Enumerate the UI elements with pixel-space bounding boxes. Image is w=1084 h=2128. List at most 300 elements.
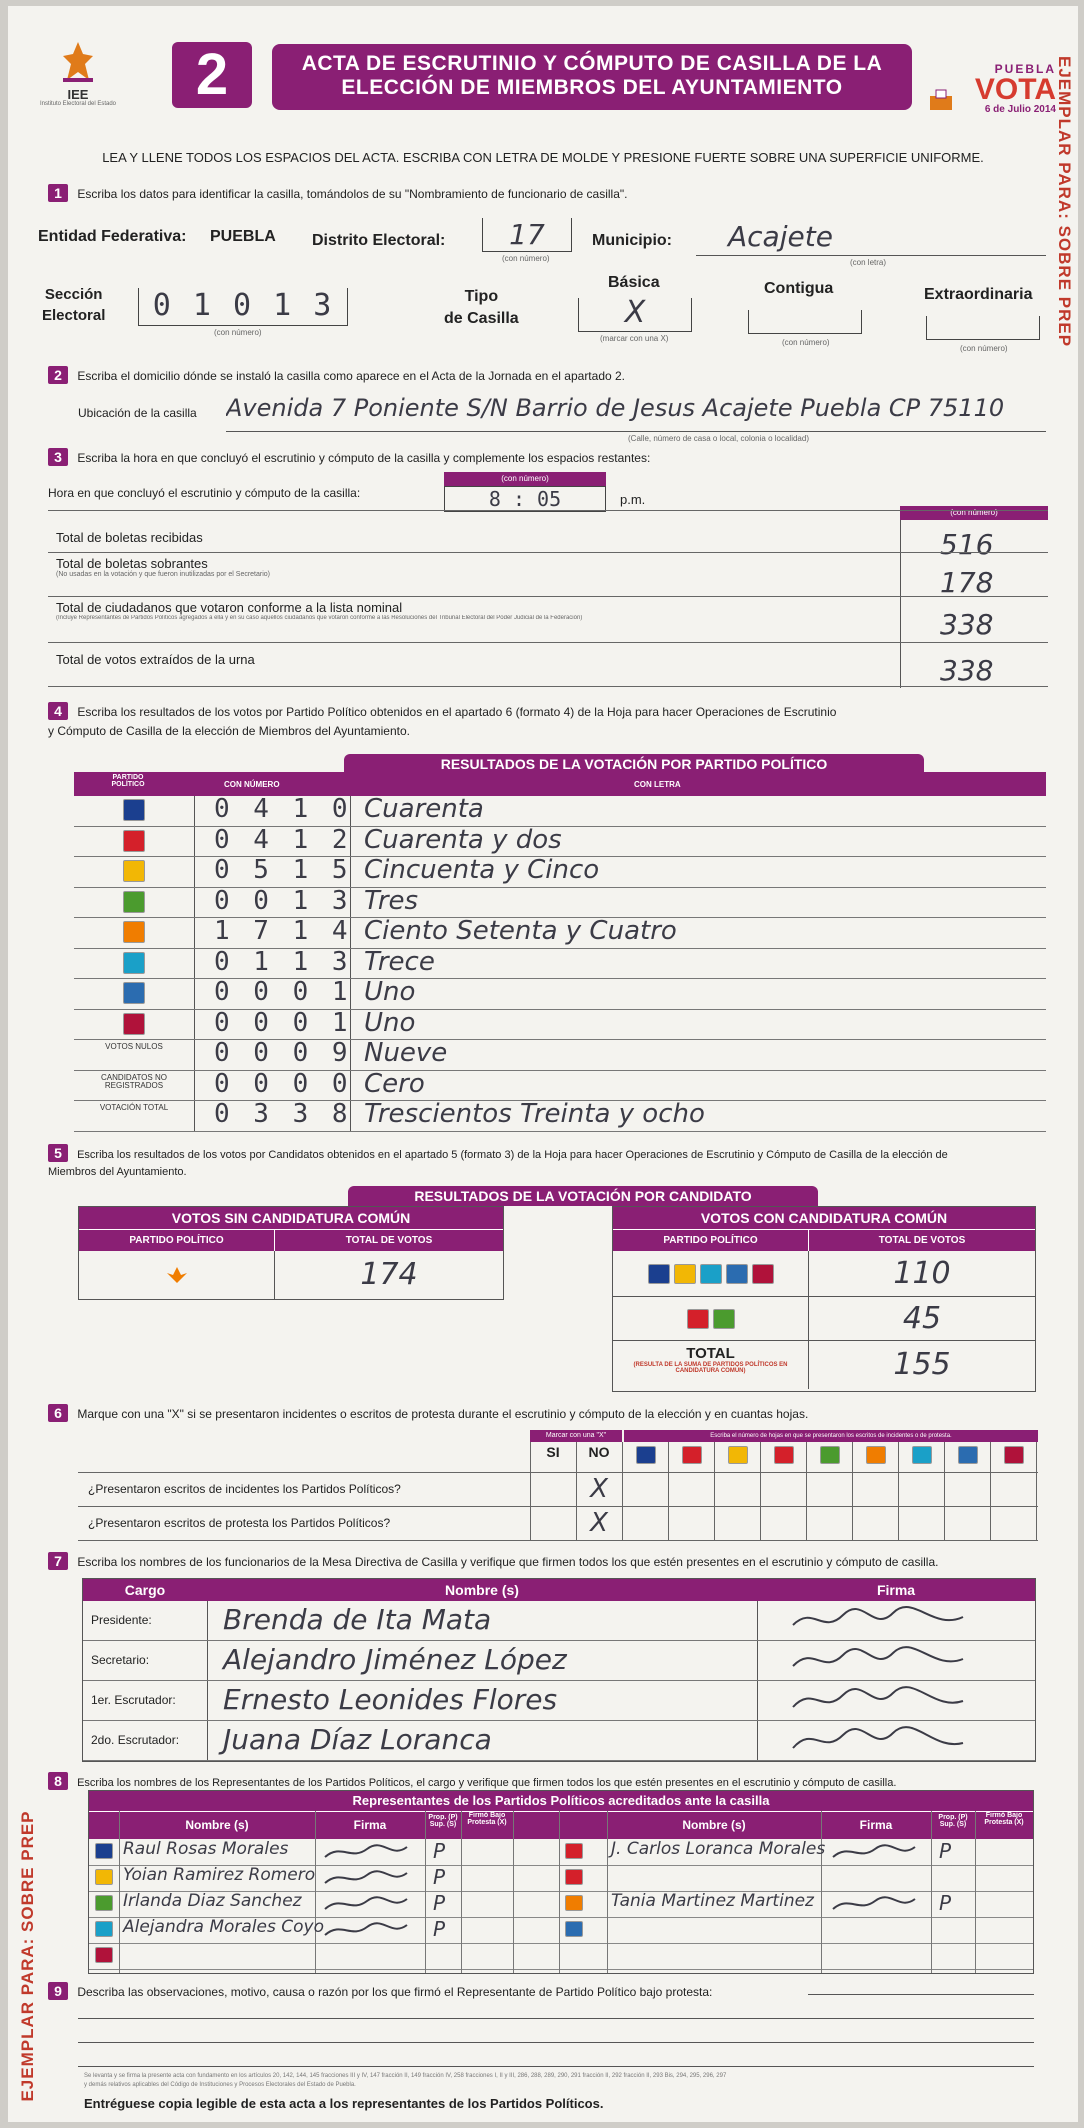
votes-number[interactable]: 0 4 1 2 (214, 824, 352, 855)
ubicacion-field[interactable] (226, 394, 1046, 432)
con-candidatura-row (613, 1251, 1035, 1297)
rep-signature[interactable] (829, 1893, 919, 1920)
na-party-icon (700, 1264, 722, 1284)
pan-party-icon (123, 799, 145, 821)
rep-col-line (975, 1811, 976, 1973)
rep-party-cell (565, 1921, 583, 1942)
pri-party-icon (682, 1446, 702, 1464)
rep-col-line (119, 1811, 120, 1973)
psi-party-icon (95, 1947, 113, 1963)
votes-letter[interactable]: Cero (364, 1068, 425, 1099)
incident-party-col (728, 1446, 748, 1469)
candidate-results-title: RESULTADOS DE LA VOTACIÓN POR CANDIDATO (348, 1186, 818, 1206)
votes-number[interactable]: 0 0 0 0 (214, 1068, 352, 1099)
col-firma: Firma (876, 1582, 916, 1598)
incident-col-line (990, 1442, 991, 1540)
cp-party-icon (958, 1446, 978, 1464)
party-label: VOTACIÓN TOTAL (99, 1103, 169, 1112)
extraordinaria-hint: (con número) (960, 344, 1008, 353)
total-boletas-recibidas-value: 516 (940, 528, 994, 561)
iee-logo (38, 40, 118, 110)
section-8-number: 8 (48, 1772, 68, 1790)
sin-total-value: 174 (360, 1257, 418, 1292)
representatives-header (89, 1811, 1033, 1839)
sin-col-party: PARTIDO POLÍTICO (79, 1230, 275, 1251)
party-row (74, 918, 1046, 949)
na-party-icon (95, 1921, 113, 1937)
pri-party-icon (687, 1309, 709, 1329)
rep-prop[interactable]: P (433, 1917, 446, 1941)
incidents-hojas-header: Escriba el número de hojas en que se presentaron los escritos de incidentes o de protesta. (624, 1430, 1038, 1442)
incidents-no-mark[interactable]: X (590, 1474, 608, 1504)
distrito-hint: (con número) (502, 254, 550, 263)
rep-party-cell (95, 1947, 113, 1968)
con-col-party: PARTIDO POLÍTICO (613, 1230, 809, 1251)
party-row (74, 857, 1046, 888)
iee-emblem-icon (53, 40, 103, 84)
seccion-field[interactable] (138, 288, 348, 326)
section-4-heading (48, 702, 1048, 741)
party-row (74, 1101, 1046, 1132)
ubicacion-hint: (Calle, número de casa o local, colonia o localidad) (628, 434, 809, 443)
protest-question: ¿Presentaron escritos de protesta los Partidos Políticos? (88, 1516, 391, 1530)
rep-col-nombre-right: Nombre (s) (682, 1818, 746, 1832)
totals-rule (48, 686, 1048, 687)
rep-col-prop-left: Prop. (P) Sup. (S) (428, 1814, 458, 1828)
party-cell (94, 1104, 174, 1112)
rep-party-cell (565, 1895, 583, 1916)
tipo-casilla-label: Tipo de Casilla (444, 288, 519, 327)
rep-col-line (607, 1811, 608, 1973)
section-1-heading (48, 184, 627, 202)
section-6-text: Marque con una "X" si se presentaron incidentes o escritos de protesta durante el escrutinio y cómputo de la elección y en cuantas hojas. (77, 1407, 809, 1421)
votes-number[interactable]: 1 7 1 4 (214, 916, 352, 946)
pm-label: p.m. (620, 492, 646, 507)
totals-rule (48, 552, 1048, 553)
con-candidatura-header (613, 1229, 1035, 1251)
party-row (74, 979, 1046, 1010)
rep-prop[interactable]: P (939, 1891, 952, 1915)
con-total-value: 45 (902, 1301, 942, 1336)
rep-col-line (461, 1811, 462, 1973)
pt-party-icon (774, 1446, 794, 1464)
official-cargo: Presidente: (91, 1613, 152, 1627)
incident-col-line (714, 1442, 715, 1540)
rep-col-protesta-right: Firmó Bajo Protesta (X) (984, 1812, 1024, 1826)
hora-header: (con número) (444, 472, 606, 486)
verde-party-icon (95, 1895, 113, 1911)
totals-row (56, 600, 896, 621)
form-number-badge: 2 (172, 42, 252, 108)
votes-letter[interactable]: Ciento Setenta y Cuatro (364, 916, 677, 946)
incidents-question: ¿Presentaron escritos de incidentes los Partidos Políticos? (88, 1482, 401, 1496)
official-nombre[interactable]: Ernesto Leonides Flores (223, 1683, 558, 1716)
party-label: CANDIDATOS NO REGISTRADOS (101, 1072, 167, 1090)
extraordinaria-label: Extraordinaria (924, 286, 1033, 303)
representatives-title: Representantes de los Partidos Políticos acreditados ante la casilla (89, 1791, 1033, 1811)
psi-party-icon (1004, 1446, 1024, 1464)
rep-col-firma-left: Firma (353, 1818, 387, 1832)
distrito-label: Distrito Electoral: (312, 232, 446, 249)
totals-table (48, 506, 1048, 688)
col-no: NO (588, 1444, 610, 1460)
party-row (74, 885, 1046, 919)
rep-party-cell (565, 1843, 583, 1864)
votes-letter[interactable]: Tres (364, 885, 419, 916)
section-6-heading (48, 1404, 808, 1422)
municipio-hint: (con letra) (850, 258, 887, 267)
observations-line[interactable] (78, 2066, 1034, 2067)
mc-party-icon (866, 1446, 886, 1464)
incidents-rule (78, 1472, 1038, 1473)
rep-party-cell (95, 1843, 113, 1864)
verde-party-icon (713, 1309, 735, 1329)
ubicacion-value: Avenida 7 Poniente S/N Barrio de Jesus Acajete Puebla CP 75110 (226, 394, 1005, 422)
pan-party-icon (95, 1843, 113, 1859)
votes-letter[interactable]: Cincuenta y Cinco (364, 855, 600, 885)
totals-row-note: (Incluye Representantes de Partidos Políticos agregados a ella y en su caso aquellos ciudadanos que votaron conforme a las Resoluciones del Tribunal Electoral del Poder Judicial de la Federación) (56, 615, 583, 621)
section-6-number: 6 (48, 1404, 68, 1422)
votes-letter[interactable]: Cuarenta (364, 794, 484, 824)
votes-number[interactable]: 0 0 1 3 (214, 885, 352, 916)
totals-rule (48, 596, 1048, 597)
section-3-text: Escriba la hora en que concluyó el escrutinio y cómputo de la casilla y complemente los espacios restantes: (77, 451, 651, 465)
incident-col-line (1036, 1442, 1037, 1540)
votes-number[interactable]: 0 3 3 8 (214, 1099, 352, 1129)
rep-nombre[interactable]: Alejandra Morales Coyo (123, 1917, 324, 1937)
rep-signature[interactable] (321, 1893, 411, 1920)
official-row (83, 1601, 1035, 1641)
mc-party-icon (165, 1265, 189, 1285)
entidad-value: PUEBLA (210, 228, 276, 245)
psi-party-icon (123, 1013, 145, 1035)
con-party-logos (613, 1297, 809, 1340)
basica-hint: (marcar con una X) (600, 334, 669, 343)
distrito-field[interactable] (482, 218, 572, 252)
section-8-text: Escriba los nombres de los Representantes de los Partidos Políticos, el cargo y verifique que firmen todos los que estén presentes en el escrutinio y cómputo de casilla. (77, 1777, 897, 1789)
incident-col-line (852, 1442, 853, 1540)
pri-party-icon (565, 1843, 583, 1859)
na-party-icon (912, 1446, 932, 1464)
section-4-text: Escriba los resultados de los votos por Partido Político obtenidos en el apartado 6 (formato 4) de la Hoja para hacer Operaciones de Escrutinio (77, 705, 837, 719)
observations-line[interactable] (808, 1994, 1034, 1995)
party-row (74, 1068, 1046, 1102)
party-row (74, 946, 1046, 980)
rep-nombre[interactable]: Yoian Ramirez Romero (123, 1865, 316, 1885)
extraordinaria-checkbox[interactable] (926, 316, 1040, 340)
incident-col-line (622, 1442, 623, 1540)
official-signature[interactable] (783, 1645, 983, 1677)
votes-letter[interactable]: Trescientos Treinta y ocho (364, 1099, 705, 1129)
section-9-text: Describa las observaciones, motivo, causa o razón por los que firmó el Representante de Partido Político bajo protesta: (77, 1985, 713, 1999)
official-signature[interactable] (783, 1685, 983, 1717)
incident-col-line (760, 1442, 761, 1540)
rep-party-cell (95, 1895, 113, 1916)
basica-label: Básica (608, 274, 660, 291)
col-cargo: Cargo (124, 1582, 166, 1598)
rep-party-cell (95, 1869, 113, 1890)
municipio-field[interactable] (696, 220, 1046, 256)
prd-party-icon (674, 1264, 696, 1284)
mc-party-icon (123, 921, 145, 943)
totals-rule (48, 642, 1048, 643)
form-title (272, 44, 912, 110)
brand-top: PUEBLA (994, 62, 1056, 76)
officials-header (83, 1579, 1035, 1601)
official-row (83, 1721, 1035, 1761)
totals-row-label: Total de ciudadanos que votaron conforme a la lista nominal (56, 600, 403, 615)
incident-party-col (1004, 1446, 1024, 1469)
official-signature[interactable] (783, 1605, 983, 1637)
con-total-note: (RESULTA DE LA SUMA DE PARTIDOS POLÍTICOS EN CANDIDATURA COMÚN) (633, 1362, 788, 1374)
side-text-right: EJEMPLAR PARA: SOBRE PREP (1055, 56, 1074, 348)
rep-col-protesta-left: Firmó Bajo Protesta (X) (467, 1812, 507, 1826)
basica-value: X (624, 295, 646, 330)
legal-line-1: Se levanta y se firma la presente acta con fundamento en los artículos 20, 142, 144, 145 fracciones III y IV, 147 fracción II, 149 fracción IV, 258 fracciones I, II y III, 286, 288, 289, 290, 291 fracción II, 292 fracción II, 293 Bis, 294, 295, 296, 297 (84, 2073, 727, 2079)
party-results-table (74, 754, 1046, 1134)
section-7-text: Escriba los nombres de los funcionarios de la Mesa Directiva de Casilla y verifique que firmen todos los que estén presentes en el escrutinio y cómputo de casilla. (77, 1555, 939, 1569)
cp-party-icon (123, 982, 145, 1004)
rep-nombre[interactable]: Irlanda Diaz Sanchez (123, 1891, 302, 1911)
sin-candidatura-title: VOTOS SIN CANDIDATURA COMÚN (79, 1207, 503, 1229)
official-nombre[interactable]: Alejandro Jiménez López (223, 1643, 567, 1676)
prd-party-icon (728, 1446, 748, 1464)
iee-name: Instituto Electoral del Estado (39, 101, 117, 107)
con-total-sum-value: 155 (893, 1347, 951, 1382)
section-5-number: 5 (48, 1144, 68, 1162)
rep-col-nombre-left: Nombre (s) (185, 1818, 249, 1832)
con-candidatura-total-row (613, 1341, 1035, 1389)
protest-no-mark[interactable]: X (590, 1508, 608, 1538)
con-total-label-cell (613, 1341, 809, 1389)
rep-col-line (315, 1811, 316, 1973)
section-3-number: 3 (48, 448, 68, 466)
rep-signature[interactable] (829, 1841, 919, 1868)
col-party: PARTIDO POLÍTICO (111, 774, 145, 788)
incident-party-col (820, 1446, 840, 1469)
total-votos-urna-value: 338 (940, 654, 994, 687)
totals-row-label: Total de boletas sobrantes (56, 556, 208, 571)
party-row (74, 1040, 1046, 1071)
rep-col-prop-right: Prop. (P) Sup. (S) (938, 1814, 968, 1828)
party-results-title: RESULTADOS DE LA VOTACIÓN POR PARTIDO POLÍTICO (344, 754, 924, 774)
seccion-value: 0 1 0 1 3 (152, 288, 334, 323)
party-cell (94, 1074, 174, 1090)
section-2-heading (48, 366, 625, 384)
incident-party-col (958, 1446, 978, 1469)
rep-prop[interactable]: P (433, 1865, 446, 1889)
puebla-vota-logo (926, 62, 1056, 122)
pri-party-icon (123, 830, 145, 852)
title-line-1: ACTA DE ESCRUTINIO Y CÓMPUTO DE CASILLA DE LA (301, 52, 883, 75)
rep-prop[interactable]: P (939, 1839, 952, 1863)
votes-letter[interactable]: Uno (364, 977, 416, 1007)
con-candidatura-title: VOTOS CON CANDIDATURA COMÚN (613, 1207, 1035, 1229)
na-party-icon (123, 952, 145, 974)
votes-letter[interactable]: Cuarenta y dos (364, 824, 562, 855)
party-cell (94, 830, 174, 857)
rep-prop[interactable]: P (433, 1891, 446, 1915)
party-cell (94, 1043, 174, 1051)
section-2-text: Escriba el domicilio dónde se instaló la casilla como aparece en el Acta de la Jornada en el apartado 2. (77, 369, 626, 383)
votes-number[interactable]: 0 0 0 9 (214, 1038, 352, 1068)
municipio-label: Municipio: (592, 232, 672, 249)
totals-rule (48, 510, 1048, 511)
section-7-number: 7 (48, 1552, 68, 1570)
pan-party-icon (636, 1446, 656, 1464)
incident-col-line (576, 1442, 577, 1540)
sin-candidatura-header (79, 1229, 503, 1251)
con-total-label: TOTAL (686, 1345, 735, 1362)
official-cargo: Secretario: (91, 1653, 150, 1667)
prd-party-icon (123, 860, 145, 882)
rep-nombre[interactable]: Raul Rosas Morales (123, 1839, 289, 1859)
incidents-rule (78, 1540, 1038, 1541)
incidents-table (78, 1430, 1038, 1546)
party-cell (94, 952, 174, 979)
contigua-checkbox[interactable] (748, 310, 862, 334)
votes-number[interactable]: 0 5 1 5 (214, 855, 352, 885)
totals-row-label: Total de boletas recibidas (56, 530, 203, 545)
observations-line[interactable] (78, 2018, 1034, 2019)
rep-signature[interactable] (321, 1919, 411, 1946)
incident-party-col (682, 1446, 702, 1469)
ballot-box-icon (928, 88, 954, 112)
official-nombre[interactable]: Brenda de Ita Mata (223, 1603, 492, 1636)
votes-number[interactable]: 0 1 1 3 (214, 946, 352, 977)
rep-row-line (89, 1969, 1033, 1970)
delivery-note: Entréguese copia legible de esta acta a los representantes de los Partidos Políticos. (84, 2096, 604, 2111)
party-results-header (74, 772, 1046, 796)
party-cell (94, 982, 174, 1009)
incident-party-col (774, 1446, 794, 1469)
section-1-number: 1 (48, 184, 68, 202)
instructions: LEA Y LLENE TODOS LOS ESPACIOS DEL ACTA. ESCRIBA CON LETRA DE MOLDE Y PRESIONE FUERTE SOBRE UNA SUPERFICIE UNIFORME. (102, 150, 984, 165)
title-line-2: ELECCIÓN DE MIEMBROS DEL AYUNTAMIENTO (341, 76, 843, 99)
incident-col-line (668, 1442, 669, 1540)
contigua-hint: (con número) (782, 338, 830, 347)
contigua-label: Contigua (764, 280, 834, 297)
con-candidatura-row (613, 1297, 1035, 1341)
incident-col-line (806, 1442, 807, 1540)
verde-party-icon (820, 1446, 840, 1464)
section-9-number: 9 (48, 1982, 68, 2000)
rep-nombre[interactable]: J. Carlos Loranca Morales (611, 1839, 826, 1859)
pan-party-icon (648, 1264, 670, 1284)
sin-col-total: TOTAL DE VOTOS (345, 1235, 433, 1246)
ubicacion-label: Ubicación de la casilla (78, 406, 197, 420)
legal-text (84, 2072, 1034, 2090)
rep-col-line (931, 1811, 932, 1973)
incident-col-line (530, 1442, 531, 1540)
votes-number[interactable]: 0 0 0 1 (214, 977, 352, 1007)
incident-col-line (944, 1442, 945, 1540)
official-nombre[interactable]: Juana Díaz Loranca (223, 1723, 492, 1756)
rep-col-line (821, 1811, 822, 1973)
section-2-number: 2 (48, 366, 68, 384)
totals-divider (900, 520, 901, 688)
con-total-value: 110 (893, 1256, 951, 1291)
section-5-text-2: Miembros del Ayuntamiento. (48, 1166, 187, 1178)
distrito-value: 17 (509, 218, 545, 251)
incidents-marcar-header: Marcar con una "X" (530, 1430, 622, 1442)
representatives-table (88, 1790, 1034, 1974)
party-cell (94, 1013, 174, 1040)
party-row (74, 824, 1046, 858)
acta-document (8, 6, 1078, 2122)
rep-row-line (89, 1943, 1033, 1944)
party-cell (94, 860, 174, 887)
section-7-heading (48, 1552, 938, 1570)
seccion-hint: (con número) (214, 328, 262, 337)
col-number: CON NÚMERO (224, 780, 280, 789)
sin-candidatura-table (78, 1206, 504, 1300)
votes-number[interactable]: 0 4 1 0 (214, 794, 352, 824)
party-cell (94, 891, 174, 918)
party-cell (94, 799, 174, 826)
section-8-heading (48, 1772, 896, 1790)
sin-party-cell (79, 1251, 275, 1299)
basica-checkbox[interactable] (578, 295, 692, 332)
votes-letter[interactable]: Uno (364, 1007, 416, 1038)
mc-party-icon (565, 1895, 583, 1911)
pt-party-icon (565, 1869, 583, 1885)
col-letter: CON LETRA (634, 780, 681, 789)
section-1-text: Escriba los datos para identificar la casilla, tomándolos de su "Nombramiento de funcionario de casilla". (77, 187, 628, 201)
cp-party-icon (726, 1264, 748, 1284)
party-row (74, 1007, 1046, 1041)
section-5-text: Escriba los resultados de los votos por Candidatos obtenidos en el apartado 5 (formato 3) de la Hoja para hacer Operaciones de Escrutinio y Cómputo de Casilla de la elección de (77, 1149, 948, 1161)
incident-party-col (636, 1446, 656, 1469)
col-nombre: Nombre (s) (445, 1582, 519, 1598)
col-si: SI (546, 1444, 560, 1460)
official-cargo: 1er. Escrutador: (91, 1693, 176, 1707)
total-boletas-sobrantes-value: 178 (940, 566, 994, 599)
brand-main: VOTA (974, 73, 1056, 106)
rep-signature[interactable] (321, 1841, 411, 1868)
section-4-text-2: y Cómputo de Casilla de la elección de Miembros del Ayuntamiento. (48, 724, 410, 738)
cp-party-icon (565, 1921, 583, 1937)
rep-signature[interactable] (321, 1867, 411, 1894)
totals-row (56, 556, 896, 578)
official-row (83, 1681, 1035, 1721)
totals-row (56, 652, 896, 667)
votes-letter[interactable]: Nueve (364, 1038, 448, 1068)
totals-col-header: (con número) (900, 506, 1048, 520)
con-party-logos (613, 1251, 809, 1296)
sin-candidatura-row (79, 1251, 503, 1299)
rep-prop[interactable]: P (433, 1839, 446, 1863)
brand-date: 6 de Julio 2014 (984, 104, 1056, 115)
rep-col-line (513, 1811, 514, 1973)
votes-letter[interactable]: Trece (364, 946, 435, 977)
officials-table (82, 1578, 1036, 1762)
votes-number[interactable]: 0 0 0 1 (214, 1007, 352, 1038)
psi-party-icon (752, 1264, 774, 1284)
section-3-heading (48, 448, 650, 466)
observations-line[interactable] (78, 2042, 1034, 2043)
hora-value: 8 : 05 (488, 487, 562, 511)
party-row (74, 796, 1046, 827)
official-signature[interactable] (783, 1725, 983, 1757)
rep-col-line (559, 1811, 560, 1973)
incident-party-col (912, 1446, 932, 1469)
entidad-label: Entidad Federativa: (38, 228, 187, 245)
party-cell (94, 921, 174, 948)
iee-abbr: IEE (67, 87, 89, 102)
section-9-heading (48, 1982, 712, 2000)
rep-nombre[interactable]: Tania Martinez Martinez (611, 1891, 814, 1911)
